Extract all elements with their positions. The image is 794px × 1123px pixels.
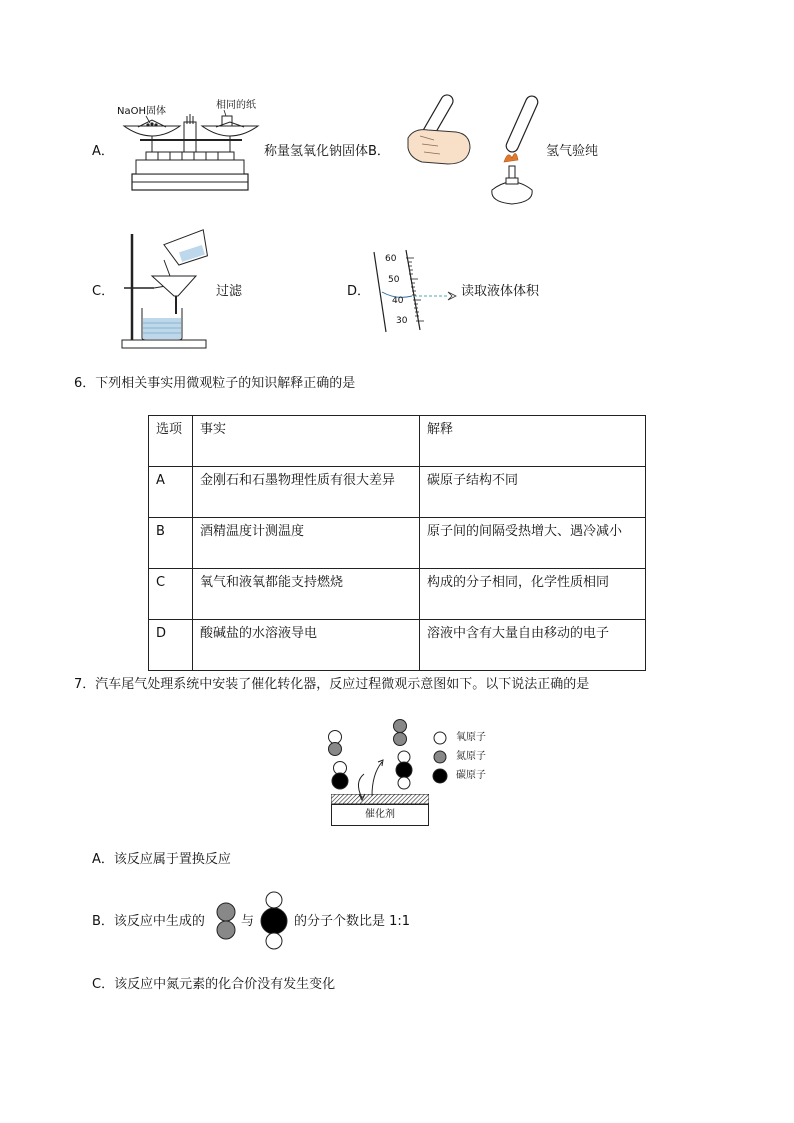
co2-molecule-icon [257, 890, 291, 952]
table-cell: 原子间的间隔受热增大、遇冷减小 [420, 518, 646, 569]
same-paper-label: 相同的纸 [216, 100, 256, 111]
graduated-cylinder-illustration [368, 248, 464, 336]
cylinder-tick-50: 50 [388, 275, 400, 285]
option-c-text: 过滤 [216, 284, 243, 299]
table-row [149, 620, 646, 671]
table-cell: A [149, 467, 193, 518]
question-7-option-b-with: 与 [241, 914, 255, 929]
table-cell: 氧气和液氧都能支持燃烧 [193, 569, 420, 620]
cylinder-tick-40: 40 [392, 296, 404, 306]
option-b-text: 氢气验纯 [546, 144, 599, 159]
table-header-row [149, 416, 646, 467]
alcohol-lamp-illustration [486, 92, 546, 208]
question-7-option-b-prefix: B．该反应中生成的 [92, 914, 205, 929]
table-header-cell: 选项 [149, 416, 193, 467]
catalyst-surface [331, 794, 429, 804]
n2-molecule-icon [214, 900, 238, 944]
atom-legend-icons [432, 730, 448, 786]
table-cell: 溶液中含有大量自由移动的电子 [420, 620, 646, 671]
cylinder-tick-60: 60 [385, 254, 397, 264]
filtration-setup-illustration [118, 228, 214, 352]
table-cell: 碳原子结构不同 [420, 467, 646, 518]
table-cell: 酸碱盐的水溶液导电 [193, 620, 420, 671]
option-a-label: A． [92, 144, 114, 159]
table-cell: B [149, 518, 193, 569]
question-6-stem: 6．下列相关事实用微观粒子的知识解释正确的是 [74, 376, 356, 391]
table-row [149, 569, 646, 620]
cylinder-tick-30: 30 [396, 316, 408, 326]
option-c-label: C． [92, 284, 115, 299]
table-cell: 酒精温度计测温度 [193, 518, 420, 569]
naoh-solid-label: NaOH固体 [117, 106, 166, 117]
option-a-text: 称量氢氧化钠固体 [264, 144, 369, 159]
option-d-text: 读取液体体积 [461, 284, 540, 299]
legend-carbon: 碳原子 [456, 770, 486, 781]
question-6-table [148, 415, 646, 671]
question-7-option-a: A．该反应属于置换反应 [92, 852, 231, 867]
table-cell: C [149, 569, 193, 620]
table-cell: 金刚石和石墨物理性质有很大差异 [193, 467, 420, 518]
legend-oxygen: 氧原子 [456, 732, 486, 743]
hand-test-tube-illustration [404, 94, 476, 174]
table-cell: 构成的分子相同，化学性质相同 [420, 569, 646, 620]
table-cell: D [149, 620, 193, 671]
question-7-option-b-suffix: 的分子个数比是 1:1 [294, 914, 411, 929]
table-header-cell: 事实 [193, 416, 420, 467]
option-d-label: D． [347, 284, 371, 299]
question-7-option-c: C．该反应中氮元素的化合价没有发生变化 [92, 977, 336, 992]
table-row [149, 518, 646, 569]
option-b-label: B． [368, 144, 390, 159]
table-row [149, 467, 646, 518]
legend-nitrogen: 氮原子 [456, 751, 486, 762]
question-7-stem: 7．汽车尾气处理系统中安装了催化转化器，反应过程微观示意图如下。以下说法正确的是 [74, 677, 590, 692]
table-header-cell: 解释 [420, 416, 646, 467]
catalyst-box: 催化剂 [331, 804, 429, 826]
